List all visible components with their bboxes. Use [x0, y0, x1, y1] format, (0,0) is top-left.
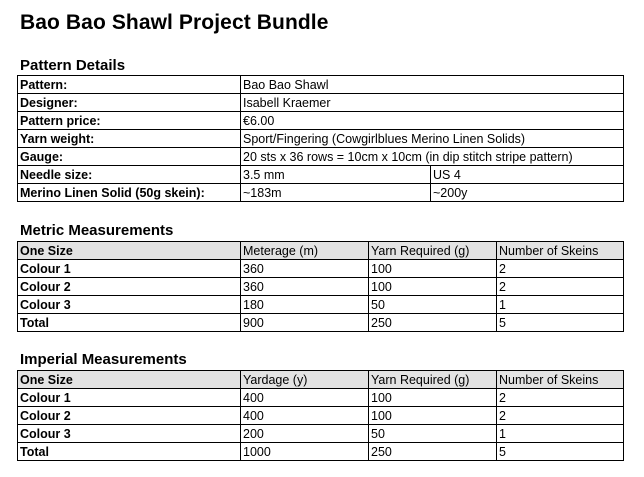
column-header: One Size — [18, 242, 241, 260]
table-cell: 2 — [497, 278, 624, 296]
table-row — [18, 148, 624, 166]
row-label: Colour 3 — [18, 425, 241, 443]
table-row — [18, 278, 624, 296]
pattern-details-heading: Pattern Details — [20, 57, 126, 74]
column-header: Number of Skeins — [497, 371, 624, 389]
table-cell: 180 — [241, 296, 369, 314]
table-row — [18, 443, 624, 461]
table-cell: 2 — [497, 389, 624, 407]
table-cell: 200 — [241, 425, 369, 443]
table-cell: 100 — [369, 278, 497, 296]
table-cell: 1000 — [241, 443, 369, 461]
table-cell: 900 — [241, 314, 369, 332]
table-cell: 100 — [369, 407, 497, 425]
detail-value: €6.00 — [241, 112, 624, 130]
table-header-row — [18, 242, 624, 260]
detail-label: Designer: — [18, 94, 241, 112]
detail-label: Pattern price: — [18, 112, 241, 130]
table-row — [18, 260, 624, 278]
row-label: Colour 1 — [18, 389, 241, 407]
detail-label: Pattern: — [18, 76, 241, 94]
row-label: Total — [18, 314, 241, 332]
table-cell: 400 — [241, 389, 369, 407]
page-title: Bao Bao Shawl Project Bundle — [20, 11, 329, 34]
column-header: Number of Skeins — [497, 242, 624, 260]
metric-table — [17, 241, 624, 332]
column-header: One Size — [18, 371, 241, 389]
table-cell: 2 — [497, 260, 624, 278]
detail-label: Gauge: — [18, 148, 241, 166]
detail-label: Yarn weight: — [18, 130, 241, 148]
table-cell: 50 — [369, 296, 497, 314]
column-header: Yarn Required (g) — [369, 242, 497, 260]
detail-value: ~183m — [241, 184, 431, 202]
detail-label: Needle size: — [18, 166, 241, 184]
row-label: Colour 1 — [18, 260, 241, 278]
table-row — [18, 425, 624, 443]
metric-heading: Metric Measurements — [20, 222, 174, 239]
column-header: Meterage (m) — [241, 242, 369, 260]
row-label: Colour 2 — [18, 407, 241, 425]
detail-value: 3.5 mm — [241, 166, 431, 184]
table-cell: 50 — [369, 425, 497, 443]
table-row — [18, 296, 624, 314]
column-header: Yardage (y) — [241, 371, 369, 389]
row-label: Total — [18, 443, 241, 461]
table-cell: 5 — [497, 443, 624, 461]
row-label: Colour 3 — [18, 296, 241, 314]
table-row — [18, 76, 624, 94]
detail-value: Bao Bao Shawl — [241, 76, 624, 94]
column-header: Yarn Required (g) — [369, 371, 497, 389]
table-row — [18, 314, 624, 332]
detail-value: Isabell Kraemer — [241, 94, 624, 112]
table-cell: 1 — [497, 425, 624, 443]
table-cell: 250 — [369, 314, 497, 332]
table-row — [18, 166, 624, 184]
imperial-table — [17, 370, 624, 461]
table-cell: 250 — [369, 443, 497, 461]
detail-value-secondary: US 4 — [431, 166, 624, 184]
table-row — [18, 389, 624, 407]
table-cell: 400 — [241, 407, 369, 425]
table-header-row — [18, 371, 624, 389]
table-cell: 100 — [369, 260, 497, 278]
detail-value: 20 sts x 36 rows = 10cm x 10cm (in dip stitch stripe pattern) — [241, 148, 624, 166]
imperial-heading: Imperial Measurements — [20, 351, 187, 368]
row-label: Colour 2 — [18, 278, 241, 296]
table-row — [18, 112, 624, 130]
table-cell: 360 — [241, 260, 369, 278]
table-cell: 100 — [369, 389, 497, 407]
detail-value: Sport/Fingering (Cowgirlblues Merino Linen Solids) — [241, 130, 624, 148]
table-cell: 1 — [497, 296, 624, 314]
table-row — [18, 130, 624, 148]
table-row — [18, 407, 624, 425]
table-row — [18, 94, 624, 112]
detail-value-secondary: ~200y — [431, 184, 624, 202]
pattern-details-table — [17, 75, 624, 202]
table-row — [18, 184, 624, 202]
table-cell: 5 — [497, 314, 624, 332]
detail-label: Merino Linen Solid (50g skein): — [18, 184, 241, 202]
table-cell: 2 — [497, 407, 624, 425]
table-cell: 360 — [241, 278, 369, 296]
